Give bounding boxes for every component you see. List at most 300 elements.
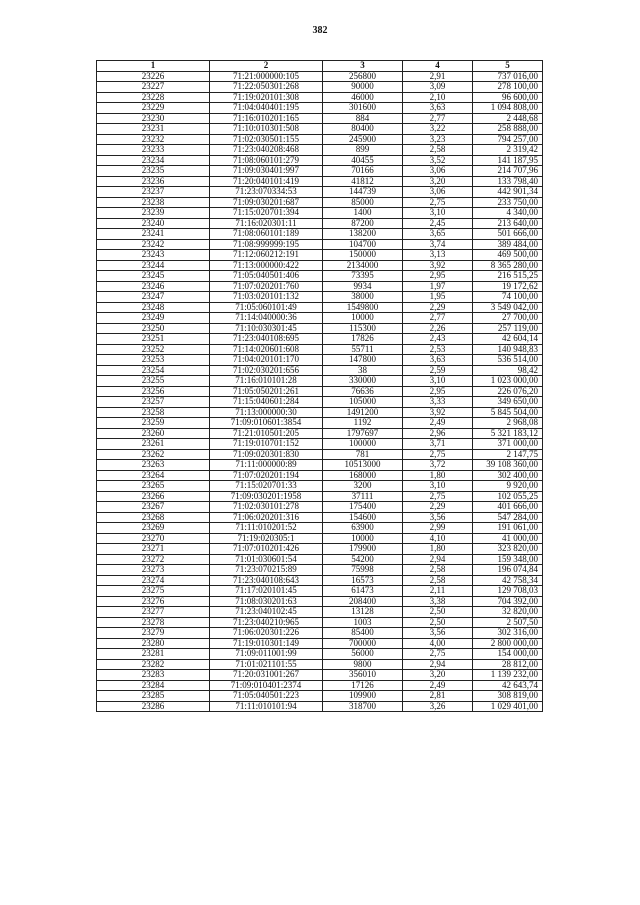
- table-row: [97, 659, 543, 670]
- value-cell: 2 507,50: [473, 617, 543, 628]
- value-cell: 140 948,83: [473, 344, 543, 355]
- rate-cell: 1,97: [403, 281, 473, 292]
- area-cell: 175400: [323, 502, 403, 513]
- table-row: [97, 491, 543, 502]
- area-cell: 41812: [323, 176, 403, 187]
- row-number-cell: 23227: [97, 82, 210, 93]
- row-number-cell: 23248: [97, 302, 210, 313]
- area-cell: 700000: [323, 638, 403, 649]
- row-number-cell: 23256: [97, 386, 210, 397]
- value-cell: 3 549 042,00: [473, 302, 543, 313]
- table-row: [97, 407, 543, 418]
- area-cell: 38: [323, 365, 403, 376]
- table-row: [97, 649, 543, 660]
- value-cell: 213 640,00: [473, 218, 543, 229]
- area-cell: 884: [323, 113, 403, 124]
- rate-cell: 1,95: [403, 292, 473, 303]
- area-cell: 150000: [323, 250, 403, 261]
- value-cell: 42 643,74: [473, 680, 543, 691]
- table-row: [97, 680, 543, 691]
- row-number-cell: 23284: [97, 680, 210, 691]
- row-number-cell: 23238: [97, 197, 210, 208]
- rate-cell: 2,94: [403, 554, 473, 565]
- row-number-cell: 23279: [97, 628, 210, 639]
- area-cell: 38000: [323, 292, 403, 303]
- value-cell: 258 888,00: [473, 124, 543, 135]
- rate-cell: 4,10: [403, 533, 473, 544]
- area-cell: 1549800: [323, 302, 403, 313]
- rate-cell: 3,56: [403, 628, 473, 639]
- row-number-cell: 23239: [97, 208, 210, 219]
- value-cell: 401 666,00: [473, 502, 543, 513]
- table-row: [97, 523, 543, 534]
- rate-cell: 3,52: [403, 155, 473, 166]
- cadastral-number-cell: 71:08:060101:279: [210, 155, 323, 166]
- table-row: [97, 575, 543, 586]
- table-row: [97, 365, 543, 376]
- cadastral-number-cell: 71:16:010201:165: [210, 113, 323, 124]
- table-row: [97, 197, 543, 208]
- row-number-cell: 23234: [97, 155, 210, 166]
- cadastral-number-cell: 71:02:030101:278: [210, 502, 323, 513]
- rate-cell: 2,29: [403, 302, 473, 313]
- table-row: [97, 145, 543, 156]
- table-row: [97, 334, 543, 345]
- rate-cell: 2,49: [403, 680, 473, 691]
- table-row: [97, 82, 543, 93]
- cadastral-number-cell: 71:12:060212:191: [210, 250, 323, 261]
- area-cell: 899: [323, 145, 403, 156]
- cadastral-number-cell: 71:11:010201:52: [210, 523, 323, 534]
- rate-cell: 2,43: [403, 334, 473, 345]
- area-cell: 208400: [323, 596, 403, 607]
- cadastral-number-cell: 71:04:020101:170: [210, 355, 323, 366]
- cadastral-number-cell: 71:06:020301:226: [210, 628, 323, 639]
- row-number-cell: 23252: [97, 344, 210, 355]
- rate-cell: 3,92: [403, 260, 473, 271]
- table-row: [97, 449, 543, 460]
- value-cell: 216 515,25: [473, 271, 543, 282]
- row-number-cell: 23233: [97, 145, 210, 156]
- table-row: [97, 701, 543, 712]
- value-cell: 233 750,00: [473, 197, 543, 208]
- row-number-cell: 23246: [97, 281, 210, 292]
- cadastral-number-cell: 71:11:000000:89: [210, 460, 323, 471]
- value-cell: 133 798,40: [473, 176, 543, 187]
- rate-cell: 2,94: [403, 659, 473, 670]
- cadastral-number-cell: 71:09:030201:687: [210, 197, 323, 208]
- value-cell: 302 316,00: [473, 628, 543, 639]
- cadastral-number-cell: 71:08:030201:63: [210, 596, 323, 607]
- rate-cell: 3,63: [403, 355, 473, 366]
- cadastral-number-cell: 71:23:070215:89: [210, 565, 323, 576]
- row-number-cell: 23282: [97, 659, 210, 670]
- value-cell: 214 707,96: [473, 166, 543, 177]
- value-cell: 442 901,34: [473, 187, 543, 198]
- row-number-cell: 23240: [97, 218, 210, 229]
- table-row: [97, 554, 543, 565]
- area-cell: 40455: [323, 155, 403, 166]
- area-cell: 1797697: [323, 428, 403, 439]
- rate-cell: 3,06: [403, 166, 473, 177]
- column-header-3: 3: [323, 61, 403, 72]
- table-row: [97, 313, 543, 324]
- row-number-cell: 23281: [97, 649, 210, 660]
- area-cell: 179900: [323, 544, 403, 555]
- cadastral-number-cell: 71:02:030501:155: [210, 134, 323, 145]
- row-number-cell: 23230: [97, 113, 210, 124]
- rate-cell: 2,59: [403, 365, 473, 376]
- area-cell: 109900: [323, 691, 403, 702]
- cadastral-number-cell: 71:09:010401:2374: [210, 680, 323, 691]
- cadastral-number-cell: 71:08:999999:195: [210, 239, 323, 250]
- area-cell: 1400: [323, 208, 403, 219]
- value-cell: 141 187,95: [473, 155, 543, 166]
- cadastral-number-cell: 71:20:031001:267: [210, 670, 323, 681]
- table-row: [97, 544, 543, 555]
- value-cell: 1 029 401,00: [473, 701, 543, 712]
- rate-cell: 2,50: [403, 607, 473, 618]
- cadastral-number-cell: 71:23:040208:468: [210, 145, 323, 156]
- rate-cell: 2,95: [403, 386, 473, 397]
- row-number-cell: 23235: [97, 166, 210, 177]
- area-cell: 17126: [323, 680, 403, 691]
- row-number-cell: 23241: [97, 229, 210, 240]
- cadastral-number-cell: 71:10:030301:45: [210, 323, 323, 334]
- value-cell: 129 708,03: [473, 586, 543, 597]
- rate-cell: 3,22: [403, 124, 473, 135]
- value-cell: 226 076,20: [473, 386, 543, 397]
- area-cell: 16573: [323, 575, 403, 586]
- column-header-5: 5: [473, 61, 543, 72]
- rate-cell: 1,80: [403, 544, 473, 555]
- table-row: [97, 239, 543, 250]
- rate-cell: 3,65: [403, 229, 473, 240]
- table-row: [97, 439, 543, 450]
- table-row: [97, 533, 543, 544]
- value-cell: 308 819,00: [473, 691, 543, 702]
- cadastral-number-cell: 71:23:040108:695: [210, 334, 323, 345]
- rate-cell: 3,06: [403, 187, 473, 198]
- row-number-cell: 23253: [97, 355, 210, 366]
- value-cell: 42 604,14: [473, 334, 543, 345]
- cadastral-number-cell: 71:20:040101:419: [210, 176, 323, 187]
- row-number-cell: 23236: [97, 176, 210, 187]
- area-cell: 17826: [323, 334, 403, 345]
- table-row: [97, 260, 543, 271]
- table-row: [97, 344, 543, 355]
- table-row: [97, 229, 543, 240]
- value-cell: 154 000,00: [473, 649, 543, 660]
- row-number-cell: 23226: [97, 71, 210, 82]
- row-number-cell: 23247: [97, 292, 210, 303]
- area-cell: 301600: [323, 103, 403, 114]
- rate-cell: 2,58: [403, 575, 473, 586]
- row-number-cell: 23229: [97, 103, 210, 114]
- value-cell: 2 147,75: [473, 449, 543, 460]
- table-row: [97, 113, 543, 124]
- row-number-cell: 23269: [97, 523, 210, 534]
- table-row: [97, 607, 543, 618]
- table-row: [97, 302, 543, 313]
- value-cell: 2 319,42: [473, 145, 543, 156]
- table-row: [97, 250, 543, 261]
- cadastral-number-cell: 71:05:060101:49: [210, 302, 323, 313]
- table-row: [97, 691, 543, 702]
- cadastral-number-cell: 71:17:020101:45: [210, 586, 323, 597]
- cadastral-number-cell: 71:07:010201:426: [210, 544, 323, 555]
- table-row: [97, 670, 543, 681]
- area-cell: 87200: [323, 218, 403, 229]
- area-cell: 10000: [323, 313, 403, 324]
- cadastral-number-cell: 71:22:050301:268: [210, 82, 323, 93]
- cadastral-number-cell: 71:06:020201:316: [210, 512, 323, 523]
- rate-cell: 2,49: [403, 418, 473, 429]
- cadastral-number-cell: 71:23:040210:965: [210, 617, 323, 628]
- area-cell: 105000: [323, 397, 403, 408]
- cadastral-number-cell: 71:19:020305:1: [210, 533, 323, 544]
- table-row: [97, 92, 543, 103]
- rate-cell: 4,00: [403, 638, 473, 649]
- value-cell: 9 920,00: [473, 481, 543, 492]
- rate-cell: 3,38: [403, 596, 473, 607]
- table-row: [97, 271, 543, 282]
- rate-cell: 2,99: [403, 523, 473, 534]
- rate-cell: 3,10: [403, 481, 473, 492]
- cadastral-number-cell: 71:07:020201:194: [210, 470, 323, 481]
- area-cell: 1491200: [323, 407, 403, 418]
- rate-cell: 2,91: [403, 71, 473, 82]
- area-cell: 76636: [323, 386, 403, 397]
- land-register-table: [96, 60, 543, 712]
- table-row: [97, 397, 543, 408]
- value-cell: 5 321 183,12: [473, 428, 543, 439]
- cadastral-number-cell: 71:13:000000:422: [210, 260, 323, 271]
- rate-cell: 3,10: [403, 208, 473, 219]
- rate-cell: 3,33: [403, 397, 473, 408]
- rate-cell: 2,53: [403, 344, 473, 355]
- row-number-cell: 23260: [97, 428, 210, 439]
- rate-cell: 3,20: [403, 176, 473, 187]
- area-cell: 85000: [323, 197, 403, 208]
- row-number-cell: 23267: [97, 502, 210, 513]
- cadastral-number-cell: 71:03:020101:132: [210, 292, 323, 303]
- row-number-cell: 23262: [97, 449, 210, 460]
- value-cell: 28 812,00: [473, 659, 543, 670]
- cadastral-number-cell: 71:19:010301:149: [210, 638, 323, 649]
- rate-cell: 2,58: [403, 145, 473, 156]
- value-cell: 536 514,00: [473, 355, 543, 366]
- cadastral-number-cell: 71:09:020301:830: [210, 449, 323, 460]
- table-row: [97, 323, 543, 334]
- column-header-1: 1: [97, 61, 210, 72]
- cadastral-number-cell: 71:02:030201:656: [210, 365, 323, 376]
- table-row: [97, 124, 543, 135]
- row-number-cell: 23237: [97, 187, 210, 198]
- value-cell: 2 968,08: [473, 418, 543, 429]
- column-header-2: 2: [210, 61, 323, 72]
- value-cell: 302 400,00: [473, 470, 543, 481]
- value-cell: 1 139 232,00: [473, 670, 543, 681]
- cadastral-number-cell: 71:19:020101:308: [210, 92, 323, 103]
- table-row: [97, 617, 543, 628]
- area-cell: 318700: [323, 701, 403, 712]
- table-row: [97, 638, 543, 649]
- cadastral-number-cell: 71:09:030401:997: [210, 166, 323, 177]
- area-cell: 9934: [323, 281, 403, 292]
- value-cell: 191 061,00: [473, 523, 543, 534]
- table-row: [97, 155, 543, 166]
- row-number-cell: 23244: [97, 260, 210, 271]
- area-cell: 85400: [323, 628, 403, 639]
- cadastral-number-cell: 71:13:000000:30: [210, 407, 323, 418]
- area-cell: 70166: [323, 166, 403, 177]
- area-cell: 245900: [323, 134, 403, 145]
- area-cell: 73395: [323, 271, 403, 282]
- value-cell: 96 600,00: [473, 92, 543, 103]
- rate-cell: 2,77: [403, 113, 473, 124]
- value-cell: 547 284,00: [473, 512, 543, 523]
- row-number-cell: 23258: [97, 407, 210, 418]
- table-row: [97, 176, 543, 187]
- cadastral-number-cell: 71:08:060101:189: [210, 229, 323, 240]
- area-cell: 147800: [323, 355, 403, 366]
- rate-cell: 2,45: [403, 218, 473, 229]
- area-cell: 781: [323, 449, 403, 460]
- rate-cell: 2,77: [403, 313, 473, 324]
- value-cell: 349 650,00: [473, 397, 543, 408]
- cadastral-number-cell: 71:01:021101:55: [210, 659, 323, 670]
- area-cell: 168000: [323, 470, 403, 481]
- rate-cell: 3,13: [403, 250, 473, 261]
- cadastral-number-cell: 71:07:020201:760: [210, 281, 323, 292]
- cadastral-number-cell: 71:10:010301:508: [210, 124, 323, 135]
- rate-cell: 3,26: [403, 701, 473, 712]
- area-cell: 1192: [323, 418, 403, 429]
- cadastral-number-cell: 71:19:010701:152: [210, 439, 323, 450]
- rate-cell: 3,72: [403, 460, 473, 471]
- area-cell: 330000: [323, 376, 403, 387]
- value-cell: 323 820,00: [473, 544, 543, 555]
- cadastral-number-cell: 71:14:040000:36: [210, 313, 323, 324]
- cadastral-number-cell: 71:15:040601:284: [210, 397, 323, 408]
- value-cell: 794 257,00: [473, 134, 543, 145]
- cadastral-number-cell: 71:14:020601:608: [210, 344, 323, 355]
- table-row: [97, 628, 543, 639]
- value-cell: 469 500,00: [473, 250, 543, 261]
- value-cell: 8 365 280,00: [473, 260, 543, 271]
- value-cell: 98,42: [473, 365, 543, 376]
- table-row: [97, 71, 543, 82]
- row-number-cell: 23250: [97, 323, 210, 334]
- cadastral-number-cell: 71:16:010101:28: [210, 376, 323, 387]
- rate-cell: 3,63: [403, 103, 473, 114]
- row-number-cell: 23263: [97, 460, 210, 471]
- area-cell: 256800: [323, 71, 403, 82]
- value-cell: 42 758,34: [473, 575, 543, 586]
- area-cell: 154600: [323, 512, 403, 523]
- cadastral-number-cell: 71:05:040501:223: [210, 691, 323, 702]
- rate-cell: 2,50: [403, 617, 473, 628]
- cadastral-number-cell: 71:04:040401:195: [210, 103, 323, 114]
- row-number-cell: 23285: [97, 691, 210, 702]
- table-header-row: [97, 61, 543, 72]
- area-cell: 75998: [323, 565, 403, 576]
- row-number-cell: 23270: [97, 533, 210, 544]
- row-number-cell: 23245: [97, 271, 210, 282]
- area-cell: 13128: [323, 607, 403, 618]
- value-cell: 159 348,00: [473, 554, 543, 565]
- value-cell: 74 100,00: [473, 292, 543, 303]
- value-cell: 196 074,84: [473, 565, 543, 576]
- value-cell: 278 100,00: [473, 82, 543, 93]
- value-cell: 1 023 000,00: [473, 376, 543, 387]
- table-row: [97, 218, 543, 229]
- area-cell: 63900: [323, 523, 403, 534]
- area-cell: 115300: [323, 323, 403, 334]
- cadastral-number-cell: 71:21:000000:105: [210, 71, 323, 82]
- area-cell: 61473: [323, 586, 403, 597]
- area-cell: 10513000: [323, 460, 403, 471]
- row-number-cell: 23278: [97, 617, 210, 628]
- cadastral-number-cell: 71:05:040501:406: [210, 271, 323, 282]
- value-cell: 41 000,00: [473, 533, 543, 544]
- value-cell: 2 800 000,00: [473, 638, 543, 649]
- table-row: [97, 512, 543, 523]
- table-row: [97, 376, 543, 387]
- rate-cell: 2,11: [403, 586, 473, 597]
- table-row: [97, 565, 543, 576]
- row-number-cell: 23276: [97, 596, 210, 607]
- row-number-cell: 23242: [97, 239, 210, 250]
- table-row: [97, 292, 543, 303]
- cadastral-number-cell: 71:23:040102:45: [210, 607, 323, 618]
- rate-cell: 3,09: [403, 82, 473, 93]
- area-cell: 54200: [323, 554, 403, 565]
- table-row: [97, 103, 543, 114]
- cadastral-number-cell: 71:15:020701:394: [210, 208, 323, 219]
- cadastral-number-cell: 71:23:040108:643: [210, 575, 323, 586]
- row-number-cell: 23231: [97, 124, 210, 135]
- rate-cell: 2,58: [403, 565, 473, 576]
- area-cell: 37111: [323, 491, 403, 502]
- rate-cell: 2,95: [403, 271, 473, 282]
- table-body: [97, 71, 543, 712]
- rate-cell: 3,92: [403, 407, 473, 418]
- area-cell: 80400: [323, 124, 403, 135]
- table-row: [97, 187, 543, 198]
- row-number-cell: 23283: [97, 670, 210, 681]
- value-cell: 102 055,25: [473, 491, 543, 502]
- table-row: [97, 428, 543, 439]
- cadastral-number-cell: 71:11:010101:94: [210, 701, 323, 712]
- page-number: 382: [312, 25, 328, 36]
- row-number-cell: 23272: [97, 554, 210, 565]
- rate-cell: 3,71: [403, 439, 473, 450]
- area-cell: 56000: [323, 649, 403, 660]
- area-cell: 138200: [323, 229, 403, 240]
- table-row: [97, 481, 543, 492]
- cadastral-number-cell: 71:15:020701:33: [210, 481, 323, 492]
- row-number-cell: 23261: [97, 439, 210, 450]
- row-number-cell: 23271: [97, 544, 210, 555]
- table-row: [97, 208, 543, 219]
- table-row: [97, 166, 543, 177]
- area-cell: 144739: [323, 187, 403, 198]
- row-number-cell: 23275: [97, 586, 210, 597]
- rate-cell: 2,29: [403, 502, 473, 513]
- value-cell: 501 666,00: [473, 229, 543, 240]
